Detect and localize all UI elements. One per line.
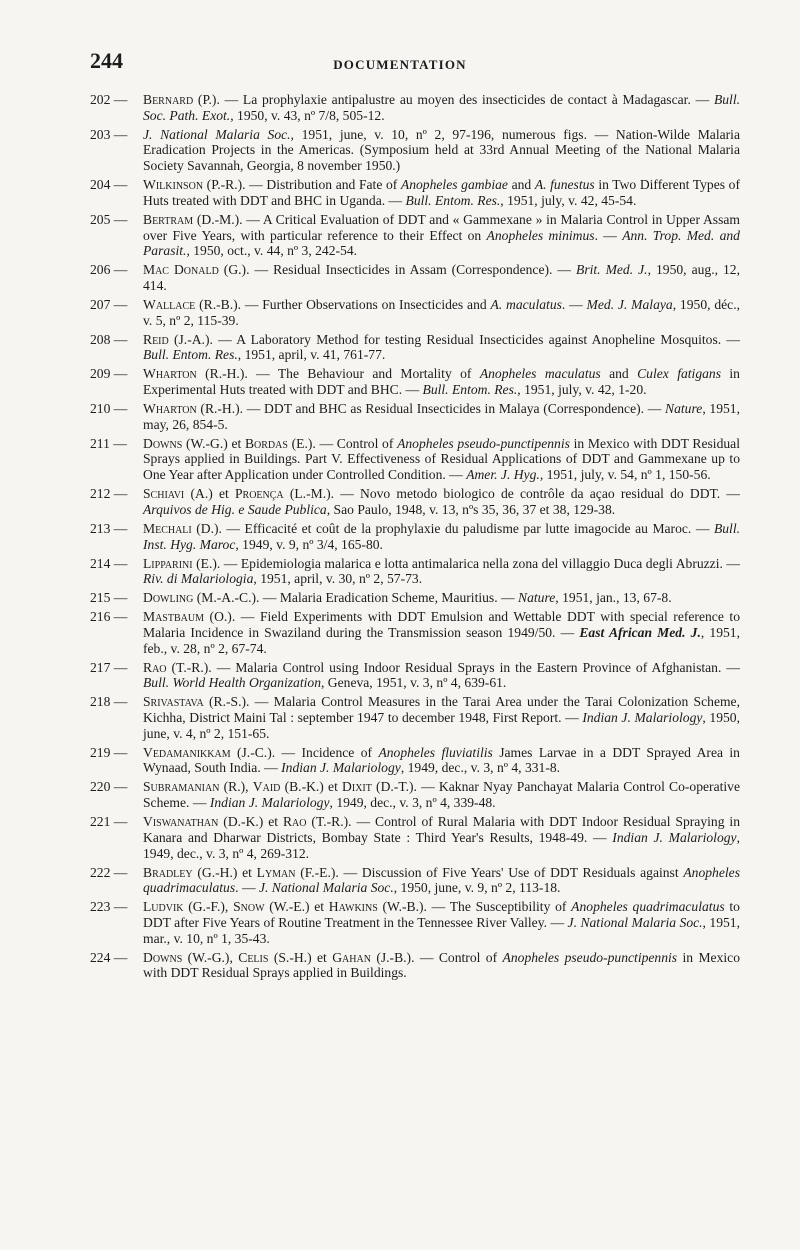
italic-text: Culex fatigans xyxy=(637,366,722,382)
entry-text: , 1951, april, v. 30, nº 2, 57-73. xyxy=(253,571,423,587)
entry-number: 222 — xyxy=(90,864,128,880)
entry-text: , 1950, oct., v. 44, nº 3, 242-54. xyxy=(186,243,358,259)
bibliography-entry xyxy=(90,950,740,981)
page-number: 244 xyxy=(90,48,123,73)
author-name: Lyman xyxy=(256,864,296,880)
entry-text: 1949, v. 9, nº 3/4, 165-80. xyxy=(238,536,383,552)
bibliography-entry xyxy=(90,297,740,328)
bibliography-entry xyxy=(90,486,740,517)
entry-text: (D.-K.) et xyxy=(218,814,283,830)
page-header xyxy=(0,48,800,78)
entry-text: , 1949, dec., v. 3, nº 4, 269-312. xyxy=(143,829,740,861)
entry-text: , 1951, jan., 13, 67-8. xyxy=(555,590,672,606)
entry-number: 219 — xyxy=(90,744,128,760)
italic-text: Bull. World Health Organization xyxy=(143,675,321,691)
italic-text: Indian J. Malariology xyxy=(209,795,330,811)
entry-text: . — xyxy=(235,880,259,896)
author-name: Wilkinson xyxy=(143,177,204,193)
italic-text: Bull. Entom. Res. xyxy=(422,382,518,398)
author-name: Bertram xyxy=(143,211,194,227)
italic-text: Bull. Soc. Path. Exot. xyxy=(143,92,740,123)
italic-text: Brit. Med. J. xyxy=(576,262,648,278)
bibliography-list xyxy=(90,92,740,984)
entry-text: (P.). — La prophylaxie antipalustre au moyen des insecticides de contact à Madagascar. — xyxy=(193,92,714,107)
italic-text: A. maculatus xyxy=(490,296,562,312)
entry-number: 209 — xyxy=(90,366,128,382)
entry-text: (E.). — Epidemiologia malarica e lotta antimalarica nella zona del villaggio Duca degli Abruzzi. — xyxy=(192,555,740,571)
italic-text: Bull. Entom. Res. xyxy=(143,347,238,363)
author-name: Hawkins xyxy=(328,899,378,915)
bibliography-entry xyxy=(90,436,740,483)
author-name: Celis xyxy=(238,949,269,965)
bibliography-entry xyxy=(90,814,740,861)
author-name: Mastbaum xyxy=(143,609,204,625)
entry-number: 211 — xyxy=(90,435,127,451)
author-name: Rao xyxy=(143,659,167,675)
author-name: Wallace xyxy=(143,296,196,312)
author-name: Mechali xyxy=(143,520,192,536)
entry-text: , 1951, mar., v. 10, nº 1, 35-43. xyxy=(143,914,740,946)
entry-text: in Mexico with DDT Residual Sprays applied in Buildings. xyxy=(143,949,740,981)
entry-number: 212 — xyxy=(90,486,128,502)
entry-text: , 1951, july, v. 54, nº 1, 150-56. xyxy=(539,467,711,483)
italic-text: Anopheles fluviatilis xyxy=(378,744,493,760)
entry-number: 220 — xyxy=(90,779,128,795)
entry-number: 204 — xyxy=(90,177,128,193)
entry-text: (P.-R.). — Distribution and Fate of xyxy=(203,177,401,193)
entry-text: (D.-M.). — A Critical Evaluation of DDT and « Gammexane » in Malaria Control in Upper Assam over Five Years, with particular reference to their Effect on xyxy=(143,211,740,243)
entry-text: (J.-C.). — Incidence of xyxy=(230,744,379,760)
bibliography-entry xyxy=(90,694,740,741)
italic-text: Anopheles pseudo-punctipennis xyxy=(397,435,570,451)
author-name: Bordas xyxy=(244,435,288,451)
entry-text: (T.-R.). — Malaria Control using Indoor Residual Sprays in the Eastern Province of Afghanistan. — xyxy=(166,659,740,675)
italic-text: Anopheles maculatus xyxy=(479,366,601,382)
italic-text: A. funestus xyxy=(534,177,595,193)
entry-text: (J.-B.). — Control of xyxy=(370,949,503,965)
entry-text: , 1951, feb., v. 28, nº 2, 67-74. xyxy=(143,624,740,656)
italic-text: Nature xyxy=(518,590,556,606)
entry-text: (T.-R.). — Control of Rural Malaria with DDT Indoor Residual Spraying in Kanara and Dharwar Districts, Bombay State : Third Year's Results, 1948-49. — xyxy=(143,814,740,845)
entry-number: 215 — xyxy=(90,590,128,606)
italic-text: Riv. di Malariologia xyxy=(143,571,254,587)
author-name: Bradley xyxy=(143,864,193,880)
bibliography-entry xyxy=(90,262,740,293)
entry-text: , 1951, july, v. 42, 45-54. xyxy=(500,192,637,208)
bibliography-entry xyxy=(90,401,740,432)
entry-text: . — xyxy=(561,296,587,312)
entry-text: Sao Paulo, 1948, v. 13, nºs 35, 36, 37 et 38, 129-38. xyxy=(330,501,616,517)
running-title: DOCUMENTATION xyxy=(333,57,467,72)
entry-number: 214 — xyxy=(90,555,128,571)
entry-text: , Geneva, 1951, v. 3, nº 4, 639-61. xyxy=(321,675,507,691)
entry-text: (L.-M.). — Novo metodo biologico de contrôle da açao residual do DDT. — xyxy=(283,486,740,502)
entry-text: (R.-S.). — Malaria Control Measures in the Tarai Area under the Tarai Colonization Scheme, Kichha, District Maini Tal : september 1947 to december 1948, First Report. — xyxy=(143,694,740,726)
author-name: Dowling xyxy=(143,590,194,606)
entry-text: in Experimental Huts treated with DDT and BHC. — xyxy=(143,366,740,398)
author-name: Dixit xyxy=(342,779,372,795)
italic-text: Anopheles quadrimaculatus xyxy=(571,899,725,915)
italic-text: Amer. J. Hyg. xyxy=(466,467,540,483)
author-name: Proença xyxy=(234,486,284,502)
italic-text: J. National Malaria Soc. xyxy=(258,880,394,896)
entry-text: (R.-B.). — Further Observations on Insecticides and xyxy=(195,296,491,312)
italic-text: Indian J. Malariology xyxy=(582,710,703,726)
entry-text: (G.-F.), xyxy=(183,899,234,915)
entry-number: 216 — xyxy=(90,609,128,625)
italic-text: Arquivos de Hig. e Saude Publica, xyxy=(143,501,331,517)
entry-text: in Two Different Types of Huts treated with DDT and BHC in Uganda. — xyxy=(143,177,740,208)
entry-text: , 1950, june, v. 9, nº 2, 113-18. xyxy=(393,880,561,896)
italic-text: Ann. Trop. Med. and Parasit. xyxy=(143,227,740,259)
author-name: Subramanian xyxy=(143,779,220,795)
italic-text: J. National Malaria Soc. xyxy=(143,126,291,142)
italic-text: Anopheles minimus xyxy=(486,227,595,243)
bibliography-entry xyxy=(90,556,740,587)
bibliography-entry xyxy=(90,521,740,552)
bibliography-entry xyxy=(90,332,740,363)
entry-text: (M.-A.-C.). — Malaria Eradication Scheme, Mauritius. — xyxy=(193,590,519,606)
bibliography-entry xyxy=(90,899,740,946)
italic-text: Med. J. Malaya xyxy=(586,296,673,312)
entry-text: (G.). — Residual Insecticides in Assam (Correspondence). — xyxy=(218,262,577,278)
entry-text: , 1949, dec., v. 3, nº 4, 331-8. xyxy=(400,760,561,776)
entry-number: 223 — xyxy=(90,899,128,915)
author-name: Wharton xyxy=(143,366,197,382)
author-name: Srivastava xyxy=(143,694,204,710)
entry-text: , 1950, v. 43, nº 7/8, 505-12. xyxy=(230,107,385,123)
author-name: Vaid xyxy=(252,779,281,795)
author-name: Lipparini xyxy=(143,555,193,571)
entry-number: 205 — xyxy=(90,211,128,227)
italic-text: Anopheles quadrimaculatus xyxy=(143,864,740,896)
author-name: Ludvik xyxy=(143,899,184,915)
entry-text: (W.-B.). — The Susceptibility of xyxy=(377,899,572,915)
entry-number: 206 — xyxy=(90,262,128,278)
author-name: Schiavi xyxy=(143,486,185,502)
entry-text: (W.-E.) et xyxy=(264,899,329,915)
entry-text: , 1951, july, v. 42, 1-20. xyxy=(517,382,647,398)
entry-text: (S.-H.) et xyxy=(268,949,333,965)
entry-text: (E.). — Control of xyxy=(287,435,398,451)
entry-text: (R.), xyxy=(219,779,253,795)
author-name: Downs xyxy=(143,949,183,965)
entry-text: (F.-E.). — Discussion of Five Years' Use of DDT Residuals against xyxy=(295,864,684,880)
entry-text: , 1950, déc., v. 5, nº 2, 115-39. xyxy=(143,296,740,328)
entry-text: (R.-H.). — The Behaviour and Mortality of xyxy=(196,366,480,382)
entry-text: (O.). — Field Experiments with DDT Emulsion and Wettable DDT with special reference to Malaria Incidence in Swaziland during the Transmission season 1949/50. — xyxy=(143,609,740,640)
author-name: Viswanathan xyxy=(143,814,219,830)
author-name: Bernard xyxy=(143,92,194,107)
entry-text: , 1951, may, 26, 854-5. xyxy=(143,401,740,432)
entry-number: 224 — xyxy=(90,949,128,965)
entry-text: (G.-H.) et xyxy=(192,864,257,880)
entry-text: , 1951, april, v. 41, 761-77. xyxy=(237,347,386,363)
entry-text: . — xyxy=(594,227,623,243)
bibliography-entry xyxy=(90,590,740,606)
bibliography-entry xyxy=(90,779,740,810)
entry-number: 213 — xyxy=(90,520,128,536)
author-name: Reid xyxy=(143,331,169,347)
author-name: Mac Donald xyxy=(143,262,219,278)
italic-text: Anopheles gambiae xyxy=(400,177,508,193)
entry-text: (D.-T.). — Kaknar Nyay Panchayat Malaria Control Co-operative Scheme. — xyxy=(143,779,741,811)
italic-text: Indian J. Malariology xyxy=(281,760,401,776)
entry-number: 218 — xyxy=(90,694,128,710)
author-name: Vedamanikkam xyxy=(143,744,231,760)
entry-number: 207 — xyxy=(90,296,128,312)
bibliography-entry xyxy=(90,660,740,691)
author-name: Snow xyxy=(233,899,265,915)
bibliography-entry xyxy=(90,366,740,397)
entry-text: (W.-G.), xyxy=(182,949,239,965)
entry-text: (B.-K.) et xyxy=(280,779,343,795)
author-name: Rao xyxy=(282,814,307,830)
entry-text: (W.-G.) et xyxy=(182,435,245,451)
italic-text: Indian J. Malariology xyxy=(612,829,737,845)
entry-text: and xyxy=(507,177,535,193)
entry-text: to DDT after Five Years of Routine Treatment in the Tennessee River Valley. — xyxy=(143,899,740,930)
author-name: Wharton xyxy=(143,401,197,417)
author-name: Gahan xyxy=(332,949,371,965)
entry-text: , 1949, dec., v. 3, nº 4, 339-48. xyxy=(329,795,496,811)
entry-text: James Larvae in a DDT Sprayed Area in Wynaad, South India. — xyxy=(143,744,740,776)
entry-text: (R.-H.). — DDT and BHC as Residual Insecticides in Malaya (Correspondence). — xyxy=(196,401,666,417)
italic-text: Bull. Entom. Res. xyxy=(405,192,501,208)
bibliography-entry xyxy=(90,745,740,776)
italic-text: Nature xyxy=(665,401,703,417)
entry-number: 210 — xyxy=(90,401,128,417)
entry-number: 208 — xyxy=(90,331,128,347)
author-name: Downs xyxy=(143,435,183,451)
entry-number: 203 — xyxy=(90,126,128,142)
entry-text: , 1951, june, v. 10, nº 2, 97-196, numerous figs. — Nation-Wilde Malaria Eradication Projects in the Americas. (Symposium held at 33rd Annual Meeting of the National Malaria Society Savannah, Georgia, 8 november 1950.) xyxy=(143,126,740,174)
entry-text: (D.). — Efficacité et coût de la prophylaxie du paludisme par lutte imagocide au Maroc. — xyxy=(191,520,714,536)
italic-text: Anopheles pseudo-punctipennis xyxy=(502,949,678,965)
bibliography-entry xyxy=(90,609,740,656)
entry-text: , 1950, june, v. 4, nº 2, 151-65. xyxy=(143,710,741,741)
italic-text: East African Med. J. xyxy=(579,624,701,640)
entry-text: , 1950, aug., 12, 414. xyxy=(143,262,740,293)
entry-number: 202 — xyxy=(90,92,128,107)
entry-number: 221 — xyxy=(90,814,128,830)
entry-text: (A.) et xyxy=(184,486,235,502)
italic-text: Bull. Inst. Hyg. Maroc, xyxy=(143,520,740,552)
entry-number: 217 — xyxy=(90,659,128,675)
bibliography-entry xyxy=(90,865,740,896)
bibliography-entry xyxy=(90,212,740,259)
entry-text: (J.-A.). — A Laboratory Method for testing Residual Insecticides against Anopheline Mosquitos. — xyxy=(168,331,740,347)
bibliography-entry xyxy=(90,92,740,123)
entry-text: in Mexico with DDT Residual Sprays applied in Buildings. Part V. Effectiveness of Residual Applications of DDT and Gammexane up to One Year after Application under Controlled Condition. — xyxy=(143,435,740,483)
bibliography-entry xyxy=(90,127,740,174)
entry-text: and xyxy=(600,366,638,382)
bibliography-entry xyxy=(90,177,740,208)
italic-text: J. National Malaria Soc. xyxy=(567,914,703,930)
